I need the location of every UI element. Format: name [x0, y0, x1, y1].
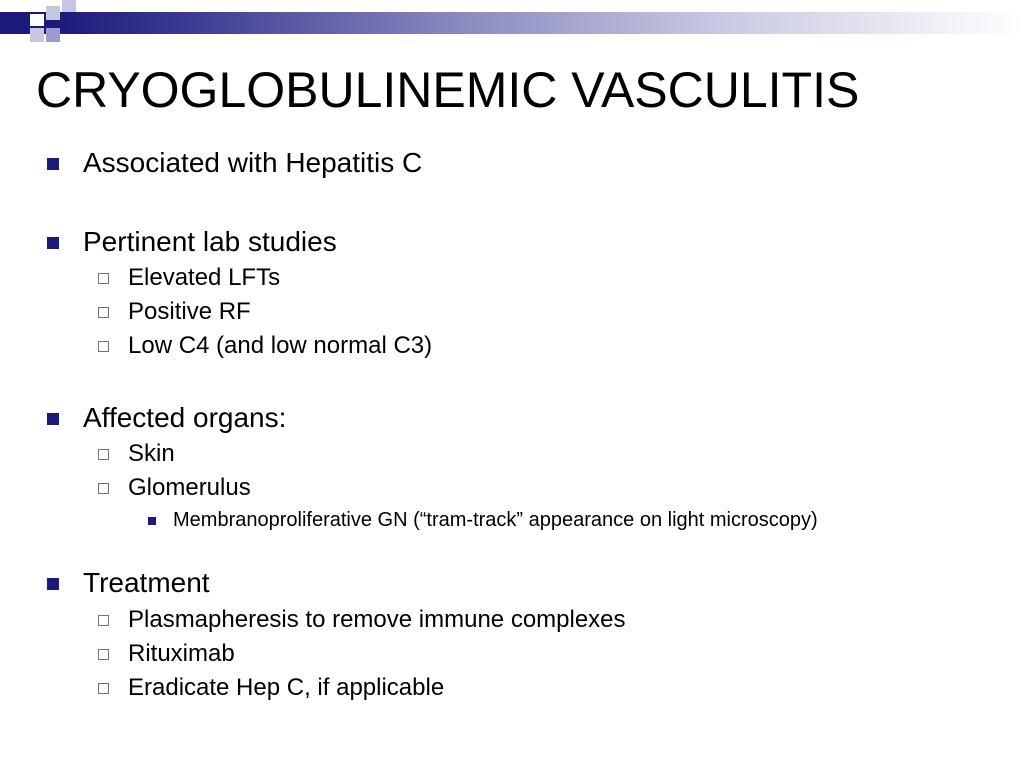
- header-square: [30, 14, 44, 26]
- bullet-heading: Treatment: [83, 567, 210, 598]
- bullet-hollow-square-icon: [98, 649, 109, 660]
- header-square: [30, 0, 44, 12]
- header-square: [62, 0, 76, 12]
- bullet-small-square-icon: [148, 517, 156, 525]
- bullet-heading: Associated with Hepatitis C: [83, 147, 423, 178]
- bullet-square-icon: [47, 237, 59, 249]
- bullet-square-icon: [47, 578, 59, 590]
- bullet-heading: Pertinent lab studies: [83, 226, 337, 257]
- header-square: [46, 6, 60, 20]
- bullet-item: Skin: [128, 440, 175, 467]
- header-gradient-bar: [0, 12, 1024, 34]
- bullet-heading: Affected organs:: [83, 402, 287, 433]
- bullet-hollow-square-icon: [98, 483, 109, 494]
- bullet-hollow-square-icon: [98, 449, 109, 460]
- header-square: [14, 12, 28, 26]
- bullet-item: Eradicate Hep C, if applicable: [128, 674, 445, 701]
- bullet-subitem: Membranoproliferative GN (“tram-track” appearance on light microscopy): [173, 509, 818, 531]
- bullet-hollow-square-icon: [98, 683, 109, 694]
- slide-title: CRYOGLOBULINEMIC VASCULITIS: [36, 62, 860, 118]
- bullet-square-icon: [47, 158, 59, 170]
- bullet-item: Low C4 (and low normal C3): [128, 332, 433, 359]
- bullet-item: Plasmapheresis to remove immune complexes: [128, 606, 626, 633]
- bullet-hollow-square-icon: [98, 341, 109, 352]
- bullet-hollow-square-icon: [98, 307, 109, 318]
- bullet-hollow-square-icon: [98, 273, 109, 284]
- bullet-item: Elevated LFTs: [128, 264, 281, 291]
- bullet-square-icon: [47, 413, 59, 425]
- header-square: [46, 28, 60, 42]
- bullet-hollow-square-icon: [98, 615, 109, 626]
- bullet-item: Rituximab: [128, 640, 235, 667]
- header-square: [30, 28, 44, 42]
- bullet-item: Glomerulus: [128, 474, 251, 501]
- bullet-item: Positive RF: [128, 298, 251, 325]
